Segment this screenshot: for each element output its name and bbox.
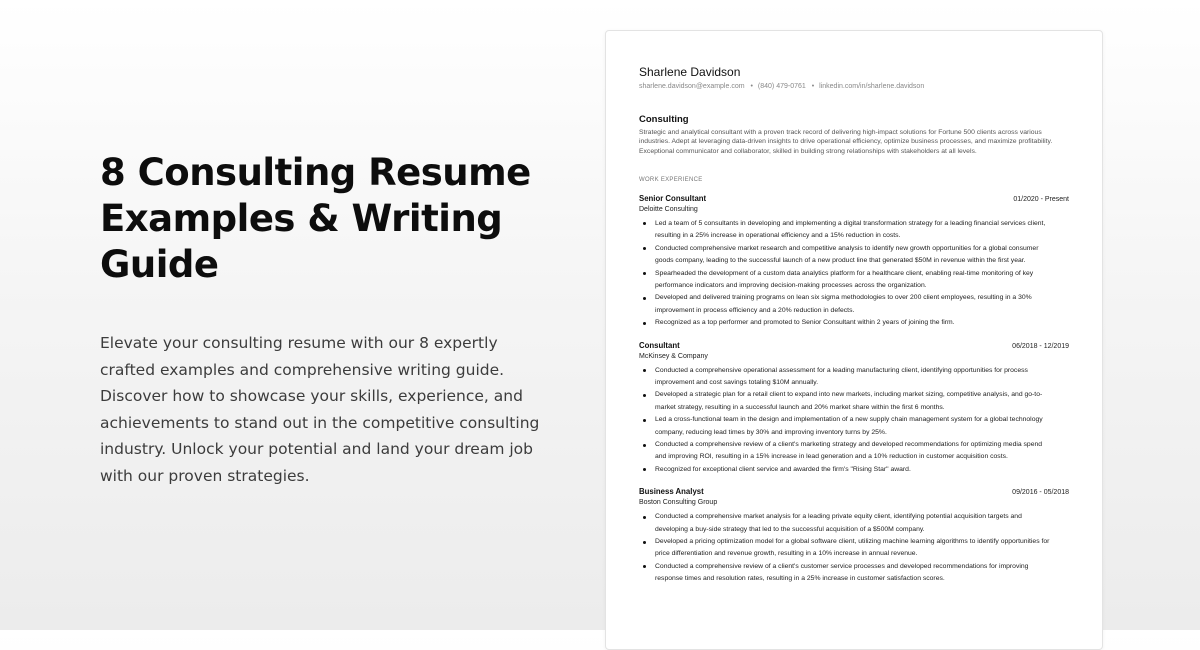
job-company: Deloitte Consulting [639, 205, 698, 213]
page-description: Elevate your consulting resume with our 8 expertly crafted examples and comprehensive writing guide. Discover how to showcase your skills, experience, and achievements to stand out in the competitive consulting industry. Unlock your potential and land your dream job with our proven strategies. [100, 334, 540, 485]
page-title: 8 Consulting Resume Examples & Writing Guide [100, 151, 531, 286]
resume-linkedin: linkedin.com/in/sharlene.davidson [819, 83, 925, 90]
job-bullet: Conducted a comprehensive operational assessment for a leading manufacturing client, identifying opportunities for process improvement and cost savings totaling $10M annually. [655, 365, 1069, 390]
job-bullet: Conducted a comprehensive market analysis for a leading private equity client, identifying potential acquisition targets and developing a buy-side strategy that led to the successful acquisition of a $500M company. [655, 511, 1069, 536]
job-title: Senior Consultant [639, 193, 707, 203]
job-entry [639, 194, 1069, 330]
resume-name: Sharlene Davidson [639, 65, 741, 79]
job-bullet: Developed a pricing optimization model for a global software client, utilizing machine learning algorithms to identify opportunities for price differentiation and revenue growth, resulting in a 10% increase in annual revenue. [655, 536, 1069, 561]
job-company: McKinsey & Company [639, 352, 708, 360]
job-bullets [639, 511, 1069, 585]
job-dates: 06/2018 - 12/2019 [1012, 342, 1069, 350]
resume-phone: (840) 479-0761 [757, 83, 806, 90]
job-company: Boston Consulting Group [639, 499, 718, 507]
job-bullets [639, 365, 1069, 477]
job-bullet: Spearheaded the development of a custom data analytics platform for a healthcare client, enabling real-time monitoring of key performance indicators and improving decision-making processes across the organization. [655, 268, 1069, 293]
job-bullet: Recognized as a top performer and promoted to Senior Consultant within 2 years of joining the firm. [655, 317, 1069, 329]
resume-email: sharlene.davidson@example.com [639, 83, 745, 90]
job-title: Business Analyst [639, 487, 704, 497]
job-title: Consultant [639, 340, 680, 350]
job-bullet: Recognized for exceptional client service and awarded the firm's "Rising Star" award. [655, 464, 1069, 476]
job-bullet: Led a cross-functional team in the design and implementation of a new supply chain management system for a global technology company, reducing lead times by 30% and improving inventory turns by 25%. [655, 414, 1069, 439]
job-bullet: Developed a strategic plan for a retail client to expand into new markets, including market sizing, competitive analysis, and go-to-market strategy, resulting in a successful launch and 20% market share within the first 6 months. [655, 389, 1069, 414]
job-dates: 01/2020 - Present [1013, 195, 1069, 203]
work-experience-label: WORK EXPERIENCE [639, 176, 703, 183]
resume-preview [605, 30, 1103, 650]
job-bullet: Conducted a comprehensive review of a client's customer service processes and developed recommendations for improving response times and resolution rates, resulting in a 25% increase in customer satisfaction scores. [655, 561, 1069, 586]
job-bullets [639, 218, 1069, 330]
contact-separator: • [811, 83, 815, 90]
resume-contact [639, 82, 1069, 91]
resume-heading: Consulting [639, 114, 689, 125]
job-dates: 09/2016 - 05/2018 [1012, 489, 1069, 497]
job-bullet: Led a team of 5 consultants in developing and implementing a digital transformation strategy for a leading financial services client, resulting in a 25% increase in operational efficiency and a 15% reduction in costs. [655, 218, 1069, 243]
job-bullet: Developed and delivered training programs on lean six sigma methodologies to over 200 client employees, resulting in a 30% improvement in process efficiency and a 20% reduction in defects. [655, 292, 1069, 317]
contact-separator: • [750, 83, 753, 90]
job-entry [639, 487, 1069, 585]
job-bullet: Conducted a comprehensive review of a client's marketing strategy and developed recommendations for optimizing media spend and improving ROI, resulting in a 15% increase in lead generation and a 10% reduction in customer acquisition costs. [655, 439, 1069, 464]
resume-summary: Strategic and analytical consultant with a proven track record of delivering high-impact solutions for Fortune 500 clients across various industries. Adept at leveraging data-driven insights to drive operational efficiency, optimize business processes, and maximize profitability. Exceptional communicator and collaborator, skilled in building strong relationships with stakeholders at all levels. [639, 129, 1053, 155]
hero-section [100, 150, 560, 489]
job-bullet: Conducted comprehensive market research and competitive analysis to identify new growth opportunities for a global consumer goods company, leading to the successful launch of a new product line that generated $50M in revenue within the first year. [655, 243, 1069, 268]
job-entry [639, 341, 1069, 477]
